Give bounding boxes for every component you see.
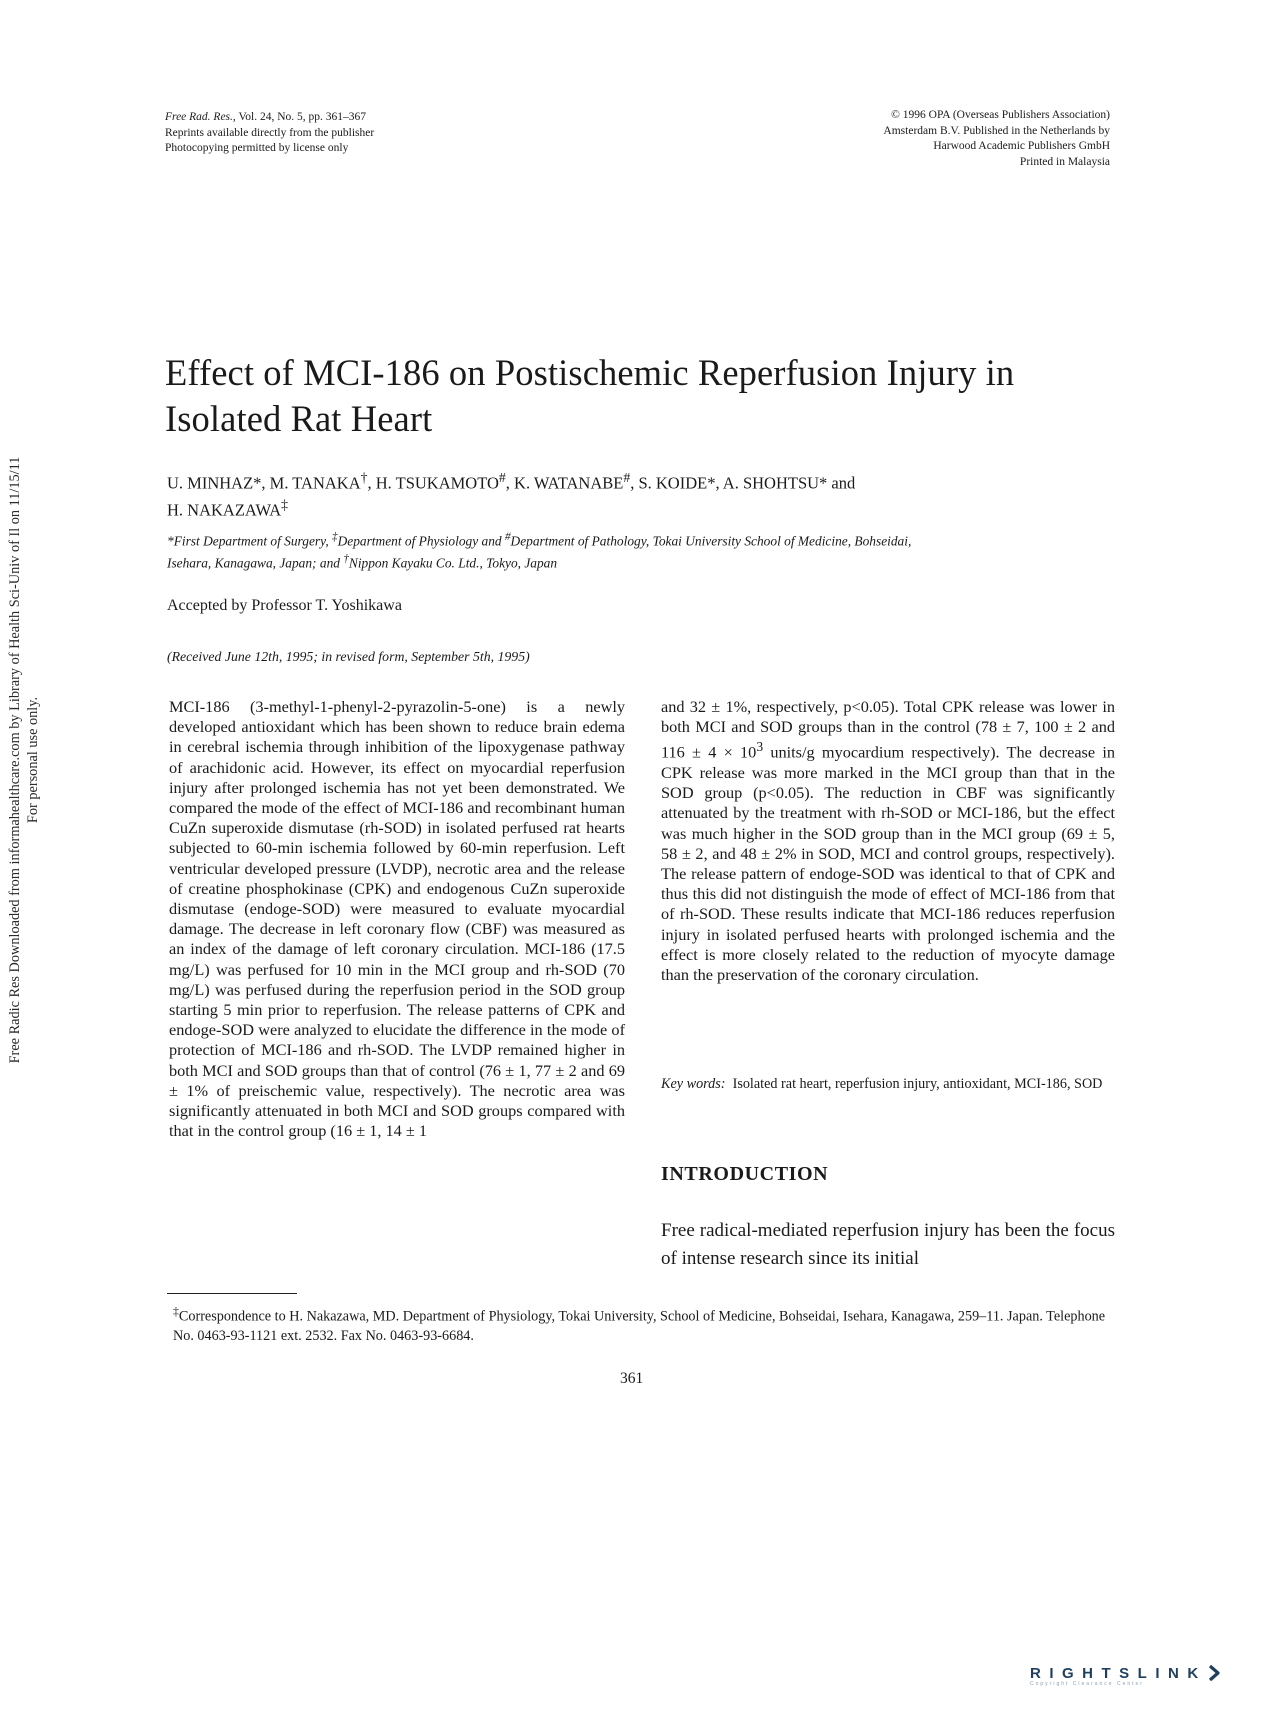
article-title bbox=[165, 350, 1125, 442]
watermark-line-1: Free Radic Res Downloaded from informahealthcare.com by Library of Health Sci-Univ of Il on 11/15/11 bbox=[7, 456, 23, 1064]
page-number: 361 bbox=[620, 1370, 644, 1387]
citation-line-2: Reprints available directly from the publisher bbox=[165, 126, 375, 139]
footnote-rule bbox=[167, 1293, 297, 1294]
title-line-2: Isolated Rat Heart bbox=[165, 398, 433, 439]
author-list: U. MINHAZ*, M. TANAKA†, H. TSUKAMOTO#, K. WATANABE#, S. KOIDE*, A. SHOHTSU* and H. NAKAZAWA‡ bbox=[167, 470, 856, 519]
abstract-column-right bbox=[661, 697, 1115, 985]
title-line-1: Effect of MCI-186 on Postischemic Reperfusion Injury in bbox=[165, 352, 1015, 393]
correspondence-footnote: ‡Correspondence to H. Nakazawa, MD. Department of Physiology, Tokai University, School of Medicine, Bohseidai, Isehara, Kanagawa, 259–11. Japan. Telephone No. 0463-93-1121 ext. 2532. Fax No. 0463-93-6684. bbox=[173, 1304, 1106, 1344]
rightslink-logo bbox=[1030, 1660, 1221, 1686]
abstract-column-left bbox=[169, 697, 625, 1141]
copyright-notice bbox=[760, 108, 1110, 170]
copyright-line-3: Harwood Academic Publishers GmbH bbox=[933, 140, 1110, 152]
introduction-text: Free radical-mediated reperfusion injury has been the focus of intense research since its initial bbox=[661, 1220, 1115, 1269]
rightslink-chevron-icon bbox=[1207, 1664, 1221, 1682]
copyright-line-2: Amsterdam B.V. Published in the Netherlands by bbox=[883, 124, 1110, 137]
keywords bbox=[661, 1075, 1115, 1093]
copyright-line-1: © 1996 OPA (Overseas Publishers Association) bbox=[891, 109, 1110, 121]
keywords-label: Key words: bbox=[661, 1076, 726, 1092]
copyright-line-4: Printed in Malaysia bbox=[1019, 155, 1110, 168]
watermark-line-2: For personal use only. bbox=[25, 696, 41, 824]
accepted-by: Accepted by Professor T. Yoshikawa bbox=[167, 597, 402, 614]
citation-line-3: Photocopying permitted by license only bbox=[165, 142, 349, 154]
journal-citation bbox=[165, 110, 585, 157]
keywords-text: Isolated rat heart, reperfusion injury, antioxidant, MCI-186, SOD bbox=[732, 1076, 1103, 1092]
affiliations: *First Department of Surgery, ‡Department of Physiology and #Department of Pathology, Tokai University School of Medicine, Bohseidai, Isehara, Kanagawa, Japan; and †Nippon Kayaku Co. Ltd., Tokyo, Japan bbox=[167, 531, 912, 571]
section-heading-introduction: INTRODUCTION bbox=[661, 1163, 829, 1185]
received-dates: (Received June 12th, 1995; in revised form, September 5th, 1995) bbox=[167, 649, 530, 664]
rightslink-wordmark: RIGHTSLINK bbox=[1030, 1664, 1207, 1682]
abstract-text-right: and 32 ± 1%, respectively, p<0.05). Total CPK release was lower in both MCI and SOD groups than in the control (78 ± 7, 100 ± 2 and $116 \pm 4 \times 10^3$ units/g myocardium respectively). The decrease in CPK release was more marked in the MCI group than that in the SOD group (p<0.05). The reduction in CBF was significantly attenuated by the treatment with rh-SOD or MCI-186, but the effect was much higher in the SOD group than in the MCI group (69 ± 5, 58 ± 2, and 48 ± 2% in SOD, MCI and control groups, respectively). The release pattern of endoge-SOD was identical to that of CPK and thus this did not distinguish the mode of effect of MCI-186 from that of rh-SOD. These results indicate that MCI-186 reduces reperfusion injury in isolated perfused hearts with prolonged ischemia and the effect is more closely related to the reduction of myocyte damage than the preservation of the coronary circulation. bbox=[661, 697, 1116, 985]
download-watermark bbox=[6, 280, 42, 1240]
citation-line-1: Free Rad. Res., Vol. 24, No. 5, pp. 361–367 bbox=[165, 111, 367, 123]
abstract-text-left: MCI-186 (3-methyl-1-phenyl-2-pyrazolin-5-one) is a newly developed antioxidant which has been shown to reduce brain edema in cerebral ischemia through inhibition of the lipoxygenase pathway of arachidonic acid. However, its effect on myocardial reperfusion injury after prolonged ischemia has not yet been demonstrated. We compared the mode of the effect of MCI-186 and recombinant human CuZn superoxide dismutase (rh-SOD) in isolated perfused rat hearts subjected to 60-min ischemia followed by 60-min reperfusion. Left ventricular developed pressure (LVDP), necrotic area and the release of creatine phosphokinase (CPK) and endogenous CuZn superoxide dismutase (endoge-SOD) were measured to evaluate myocardial damage. The decrease in left coronary flow (CBF) was measured as an index of the damage of left coronary circulation. MCI-186 (17.5 mg/L) was perfused for 10 min in the MCI group and rh-SOD (70 mg/L) was perfused during the reperfusion period in the SOD group starting 5 min prior to reperfusion. The release patterns of CPK and endoge-SOD were analyzed to elucidate the difference in the mode of protection of MCI-186 and rh-SOD. The LVDP remained higher in both MCI and SOD groups than that of control (76 ± 1, 77 ± 2 and 69 ± 1% of preischemic value, respectively). The necrotic area was significantly attenuated in both MCI and SOD groups compared with that in the control group (16 ± 1, 14 ± 1 bbox=[169, 697, 625, 1141]
rightslink-subtitle: Copyright Clearance Center bbox=[1030, 1681, 1144, 1687]
